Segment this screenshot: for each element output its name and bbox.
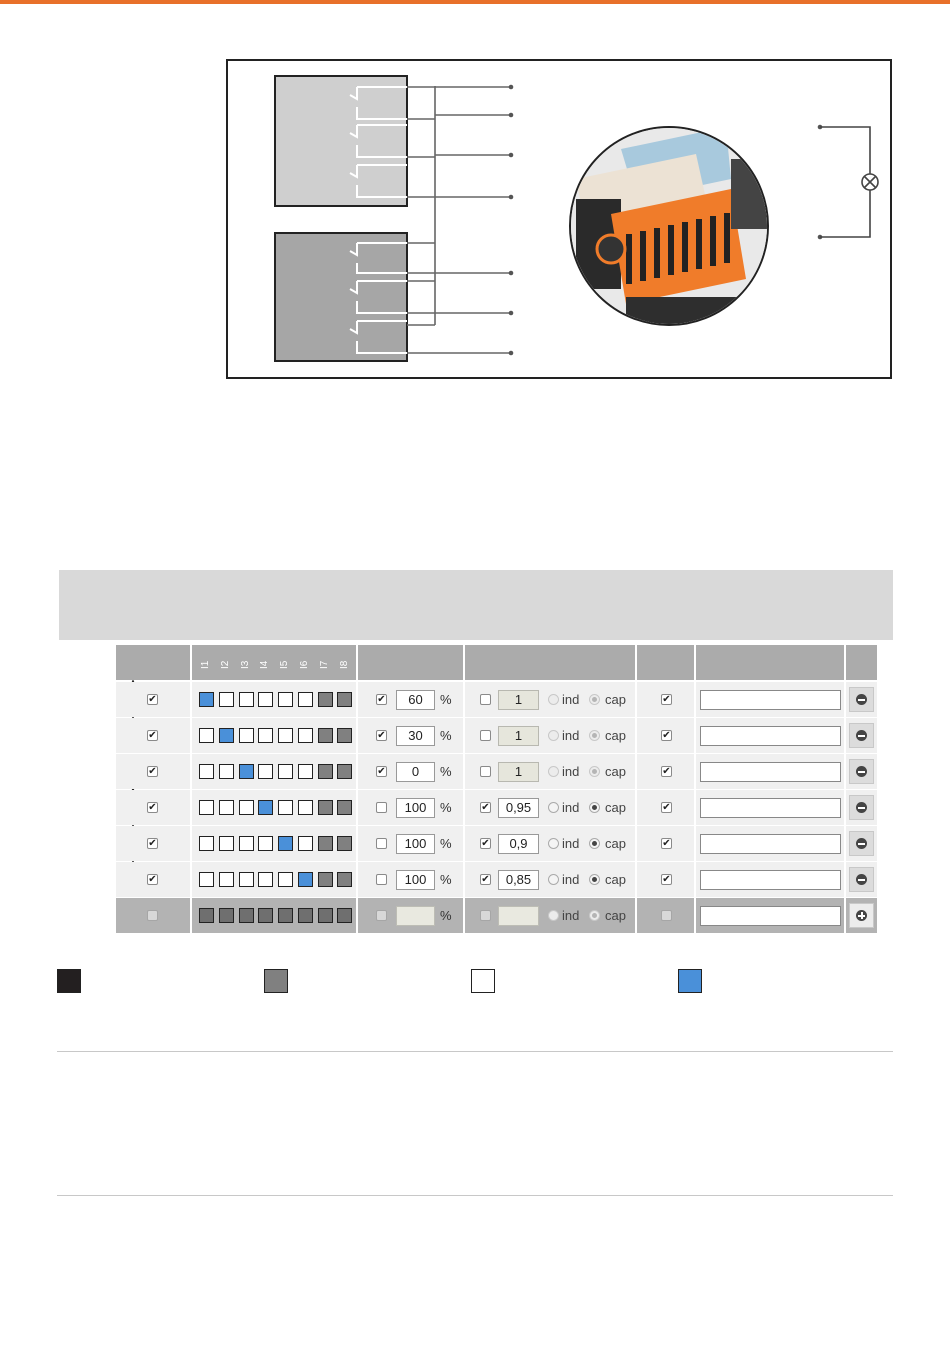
input-pattern-square[interactable]: [239, 728, 254, 743]
capacitive-radio[interactable]: [589, 910, 600, 921]
dno-feedback-checkbox[interactable]: ✔: [662, 694, 671, 705]
dno-cell: [637, 718, 694, 753]
inputs-cell: [192, 682, 356, 717]
input-pattern-square[interactable]: [318, 764, 333, 779]
remove-rule-button[interactable]: [849, 759, 874, 784]
active-cell: [116, 718, 190, 753]
input-pattern-square[interactable]: [219, 836, 234, 851]
power-limit-checkbox[interactable]: [376, 838, 387, 849]
table-header: [116, 645, 877, 680]
input-number-text: I2: [219, 660, 231, 669]
input-pattern-square[interactable]: [219, 728, 234, 743]
add-rule-button[interactable]: [849, 903, 874, 928]
inductive-radio[interactable]: [548, 730, 559, 741]
input-pattern-square[interactable]: [298, 764, 313, 779]
inputs-cell: [192, 862, 356, 897]
power-factor-cell: [465, 682, 635, 717]
input-pattern-square[interactable]: [199, 692, 214, 707]
capacitive-radio[interactable]: [589, 730, 600, 741]
power-factor-checkbox[interactable]: ✔: [481, 874, 490, 885]
dno-cell: [637, 754, 694, 789]
input-pattern-square[interactable]: [258, 836, 273, 851]
input-pattern-square[interactable]: [219, 800, 234, 815]
inductive-label: ind: [562, 836, 580, 851]
inductive-radio[interactable]: [548, 802, 559, 813]
power-cell: [358, 790, 463, 825]
power-factor-input[interactable]: 1: [498, 762, 539, 782]
inductive-label: ind: [562, 728, 580, 743]
input-pattern-square[interactable]: [278, 728, 293, 743]
input-pattern-square[interactable]: [199, 908, 214, 923]
capacitive-label: cap: [605, 728, 626, 743]
power-unit: %: [440, 692, 452, 707]
input-pattern-square[interactable]: [219, 908, 234, 923]
inputs-cell: [192, 754, 356, 789]
name-cell: [696, 790, 844, 825]
rule-name-input[interactable]: [700, 762, 841, 782]
active-checkbox[interactable]: ✔: [148, 874, 157, 885]
input-pattern-square[interactable]: [278, 908, 293, 923]
inputs-cell: [192, 898, 356, 933]
power-limit-checkbox[interactable]: ✔: [377, 694, 386, 705]
action-cell: [846, 754, 877, 789]
power-factor-cell: [465, 862, 635, 897]
action-cell: [846, 718, 877, 753]
input-pattern-square[interactable]: [298, 692, 313, 707]
inductive-radio[interactable]: [548, 766, 559, 777]
input-pattern-square[interactable]: [278, 872, 293, 887]
capacitive-radio[interactable]: [589, 694, 600, 705]
legend-swatch: [264, 969, 288, 993]
power-factor-cell: [465, 826, 635, 861]
active-cell: [116, 826, 190, 861]
input-number-label: [198, 651, 218, 675]
power-value-input[interactable]: 100: [396, 870, 435, 890]
action-cell: [846, 826, 877, 861]
input-number-label: [238, 651, 258, 675]
minus-circle-icon: [856, 694, 867, 705]
table-row: [116, 826, 877, 861]
input-pattern-square[interactable]: [318, 908, 333, 923]
rule-name-input[interactable]: [700, 870, 841, 890]
inductive-radio[interactable]: [548, 910, 559, 921]
header-action: [846, 645, 877, 680]
input-pattern-square[interactable]: [278, 836, 293, 851]
action-cell: [846, 682, 877, 717]
dno-feedback-checkbox[interactable]: ✔: [662, 838, 671, 849]
capacitive-label: cap: [605, 872, 626, 887]
input-pattern-square[interactable]: [318, 692, 333, 707]
power-value-input[interactable]: 30: [396, 726, 435, 746]
dno-feedback-checkbox[interactable]: ✔: [662, 874, 671, 885]
input-number-label: [297, 651, 317, 675]
name-cell: [696, 682, 844, 717]
power-value-input[interactable]: 100: [396, 834, 435, 854]
relay-block-1: [275, 76, 407, 206]
input-pattern-square[interactable]: [219, 872, 234, 887]
input-pattern-square[interactable]: [199, 800, 214, 815]
divider-2: [57, 1195, 893, 1196]
capacitive-radio[interactable]: [589, 802, 600, 813]
remove-rule-button[interactable]: [849, 723, 874, 748]
remove-rule-button[interactable]: [849, 687, 874, 712]
inductive-label: ind: [562, 692, 580, 707]
input-number-text: I3: [239, 660, 251, 669]
capacitive-radio[interactable]: [589, 766, 600, 777]
power-limit-checkbox[interactable]: ✔: [377, 766, 386, 777]
power-limit-checkbox[interactable]: [376, 910, 387, 921]
power-unit: %: [440, 728, 452, 743]
capacitive-label: cap: [605, 764, 626, 779]
inputs-cell: [192, 790, 356, 825]
power-factor-input[interactable]: 1: [498, 690, 539, 710]
input-pattern-square[interactable]: [219, 764, 234, 779]
minus-circle-icon: [856, 874, 867, 885]
remove-rule-button[interactable]: [849, 867, 874, 892]
input-pattern-square[interactable]: [219, 692, 234, 707]
rule-name-input[interactable]: [700, 906, 841, 926]
minus-circle-icon: [856, 838, 867, 849]
header-power: [358, 645, 463, 680]
power-factor-input[interactable]: 0,85: [498, 870, 539, 890]
input-pattern-square[interactable]: [298, 908, 313, 923]
inductive-label: ind: [562, 908, 580, 923]
power-factor-cell: [465, 790, 635, 825]
input-pattern-square[interactable]: [239, 692, 254, 707]
power-unit: %: [440, 908, 452, 923]
input-number-labels: [198, 651, 353, 675]
input-pattern-square[interactable]: [337, 872, 352, 887]
active-cell: [116, 754, 190, 789]
input-pattern-square[interactable]: [318, 836, 333, 851]
power-value-input[interactable]: 0: [396, 762, 435, 782]
capacitive-label: cap: [605, 908, 626, 923]
power-cell: [358, 826, 463, 861]
active-checkbox[interactable]: [147, 910, 158, 921]
remove-rule-button[interactable]: [849, 831, 874, 856]
active-cell: [116, 862, 190, 897]
remove-rule-button[interactable]: [849, 795, 874, 820]
input-number-label: [277, 651, 297, 675]
input-pattern-square[interactable]: [278, 764, 293, 779]
power-cell: [358, 718, 463, 753]
input-number-label: [337, 651, 357, 675]
relay-block-2: [275, 233, 407, 361]
input-number-text: I8: [338, 660, 350, 669]
table-row: [116, 718, 877, 753]
input-pattern-square[interactable]: [258, 872, 273, 887]
input-pattern-square[interactable]: [239, 800, 254, 815]
inductive-radio[interactable]: [548, 694, 559, 705]
power-factor-cell: [465, 718, 635, 753]
plus-circle-icon: [856, 910, 867, 921]
minus-circle-icon: [856, 802, 867, 813]
power-factor-cell: [465, 754, 635, 789]
header-dno: [637, 645, 694, 680]
connector-photo: [566, 119, 776, 349]
wiring-diagram: [226, 59, 892, 379]
input-number-label: [218, 651, 238, 675]
input-number-text: I5: [279, 660, 291, 669]
power-cell: [358, 898, 463, 933]
input-number-text: I7: [318, 660, 330, 669]
active-checkbox[interactable]: ✔: [148, 802, 157, 813]
legend-swatch: [471, 969, 495, 993]
table-row: [116, 682, 877, 717]
rule-name-input[interactable]: [700, 726, 841, 746]
power-factor-input[interactable]: 0,95: [498, 798, 539, 818]
input-number-text: I6: [299, 660, 310, 669]
inductive-label: ind: [562, 764, 580, 779]
name-cell: [696, 898, 844, 933]
name-cell: [696, 826, 844, 861]
inductive-radio[interactable]: [548, 838, 559, 849]
power-factor-checkbox[interactable]: [480, 694, 491, 705]
input-pattern-square[interactable]: [239, 836, 254, 851]
legend-swatch: [57, 969, 81, 993]
input-pattern-square[interactable]: [278, 692, 293, 707]
dno-feedback-checkbox[interactable]: ✔: [662, 730, 671, 741]
capacitive-radio[interactable]: [589, 874, 600, 885]
input-pattern-square[interactable]: [337, 764, 352, 779]
power-value-input[interactable]: 100: [396, 798, 435, 818]
legend-swatch: [678, 969, 702, 993]
input-pattern-square[interactable]: [298, 728, 313, 743]
input-pattern-square[interactable]: [258, 908, 273, 923]
action-cell: [846, 898, 877, 933]
active-checkbox[interactable]: ✔: [148, 838, 157, 849]
input-pattern-square[interactable]: [199, 872, 214, 887]
lamp-circuit: [820, 127, 878, 237]
input-pattern-square[interactable]: [239, 908, 254, 923]
input-pattern-square[interactable]: [337, 836, 352, 851]
power-cell: [358, 862, 463, 897]
dno-cell: [637, 682, 694, 717]
power-cell: [358, 754, 463, 789]
input-pattern-square[interactable]: [258, 728, 273, 743]
name-cell: [696, 754, 844, 789]
power-factor-input[interactable]: 1: [498, 726, 539, 746]
power-limit-checkbox[interactable]: [376, 802, 387, 813]
inductive-radio[interactable]: [548, 874, 559, 885]
input-pattern-square[interactable]: [258, 764, 273, 779]
input-pattern-square[interactable]: [199, 728, 214, 743]
input-pattern-square[interactable]: [337, 728, 352, 743]
name-cell: [696, 718, 844, 753]
capacitive-radio[interactable]: [589, 838, 600, 849]
active-checkbox[interactable]: ✔: [148, 766, 157, 777]
input-pattern-square[interactable]: [337, 800, 352, 815]
inputs-cell: [192, 718, 356, 753]
input-pattern-square[interactable]: [258, 692, 273, 707]
input-pattern-square[interactable]: [199, 764, 214, 779]
input-pattern-square[interactable]: [298, 800, 313, 815]
dno-feedback-checkbox[interactable]: ✔: [662, 766, 671, 777]
input-pattern-square[interactable]: [239, 872, 254, 887]
input-pattern-square[interactable]: [318, 728, 333, 743]
input-number-label: [317, 651, 337, 675]
active-checkbox[interactable]: ✔: [148, 694, 157, 705]
dno-cell: [637, 862, 694, 897]
add-row: [116, 898, 877, 933]
rule-name-input[interactable]: [700, 798, 841, 818]
table-row: [116, 862, 877, 897]
inductive-label: ind: [562, 800, 580, 815]
power-factor-checkbox[interactable]: ✔: [481, 838, 490, 849]
rule-name-input[interactable]: [700, 834, 841, 854]
active-checkbox[interactable]: ✔: [148, 730, 157, 741]
power-factor-cell: [465, 898, 635, 933]
power-factor-checkbox[interactable]: [480, 730, 491, 741]
inputs-cell: [192, 826, 356, 861]
dno-cell: [637, 790, 694, 825]
active-cell: [116, 898, 190, 933]
input-pattern-square[interactable]: [318, 800, 333, 815]
divider-1: [57, 1051, 893, 1052]
power-unit: %: [440, 800, 452, 815]
header-power-factor: [465, 645, 635, 680]
minus-circle-icon: [856, 766, 867, 777]
minus-circle-icon: [856, 730, 867, 741]
input-pattern-square[interactable]: [298, 836, 313, 851]
top-accent-bar: [0, 0, 950, 4]
capacitive-label: cap: [605, 692, 626, 707]
dno-cell: [637, 898, 694, 933]
input-pattern-square[interactable]: [337, 692, 352, 707]
header-inputs: [192, 645, 356, 680]
rule-name-input[interactable]: [700, 690, 841, 710]
table-title-band: [59, 570, 893, 640]
capacitive-label: cap: [605, 800, 626, 815]
power-factor-checkbox[interactable]: [480, 910, 491, 921]
power-value-input[interactable]: 60: [396, 690, 435, 710]
input-pattern-square[interactable]: [199, 836, 214, 851]
power-value-input[interactable]: [396, 906, 435, 926]
input-number-text: I4: [259, 660, 271, 669]
active-cell: [116, 790, 190, 825]
power-unit: %: [440, 764, 452, 779]
dno-cell: [637, 826, 694, 861]
dno-feedback-checkbox[interactable]: [661, 910, 672, 921]
header-active: [116, 645, 190, 680]
input-pattern-square[interactable]: [318, 872, 333, 887]
wiring-diagram-svg: [226, 59, 892, 379]
action-cell: [846, 790, 877, 825]
power-factor-input[interactable]: 0,9: [498, 834, 539, 854]
input-number-text: I1: [200, 660, 211, 669]
power-factor-input[interactable]: [498, 906, 539, 926]
power-limit-checkbox[interactable]: [376, 874, 387, 885]
power-unit: %: [440, 836, 452, 851]
name-cell: [696, 862, 844, 897]
inductive-label: ind: [562, 872, 580, 887]
dno-feedback-checkbox[interactable]: ✔: [662, 802, 671, 813]
power-unit: %: [440, 872, 452, 887]
table-row: [116, 754, 877, 789]
capacitive-label: cap: [605, 836, 626, 851]
action-cell: [846, 862, 877, 897]
power-cell: [358, 682, 463, 717]
input-number-label: [257, 651, 277, 675]
header-name: [696, 645, 844, 680]
active-cell: [116, 682, 190, 717]
input-pattern-square[interactable]: [337, 908, 352, 923]
input-pattern-square[interactable]: [239, 764, 254, 779]
table-row: [116, 790, 877, 825]
power-limit-checkbox[interactable]: ✔: [377, 730, 386, 741]
input-pattern-square[interactable]: [258, 800, 273, 815]
power-factor-checkbox[interactable]: ✔: [481, 802, 490, 813]
input-pattern-square[interactable]: [298, 872, 313, 887]
power-factor-checkbox[interactable]: [480, 766, 491, 777]
input-pattern-square[interactable]: [278, 800, 293, 815]
